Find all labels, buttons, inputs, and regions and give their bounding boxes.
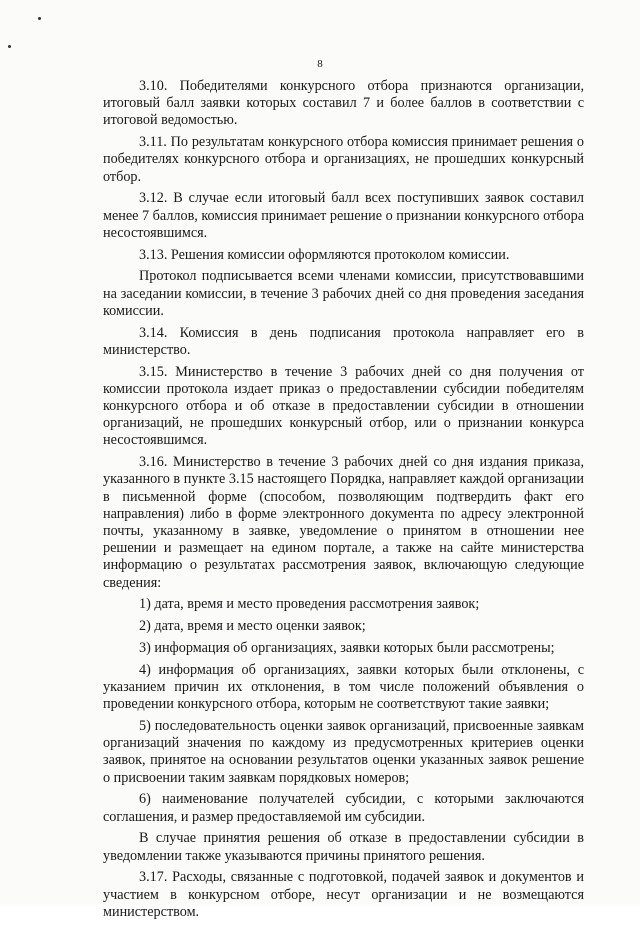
list-item-4: 4) информация об организациях, заявки которых были отклонены, с указанием причин их отклонения, в том числе положений объявления о проведении конкурсного отбора, которым не соответствуют такие заявки;: [103, 661, 584, 713]
paragraph-3-10: 3.10. Победителями конкурсного отбора признаются организации, итоговый балл заявки которых составил 7 и более баллов в соответствии с итоговой ведомостью.: [103, 78, 584, 129]
scan-speck: [38, 17, 41, 20]
paragraph-3-12: 3.12. В случае если итоговый балл всех поступивших заявок составил менее 7 баллов, комиссия принимает решение о признании конкурсного отбора несостоявшимся.: [103, 190, 584, 241]
paragraph-3-15: 3.15. Министерство в течение 3 рабочих дней со дня получения от комиссии протокола издает приказ о предоставлении субсидии победителям конкурсного отбора и об отказе в предоставлении субсидии в отношении организаций, не прошедших конкурсный отбор, или о признании конкурса несостоявшимся.: [103, 363, 584, 449]
paragraph-protocol: Протокол подписывается всеми членами комиссии, присутствовавшими на заседании комиссии, в течение 3 рабочих дней со дня проведения заседания комиссии.: [103, 268, 584, 319]
list-item-5: 5) последовательность оценки заявок организаций, присвоенные заявкам организаций значения по каждому из предусмотренных критериев оценки заявок, принятое на основании результатов оценки указанных заявок решение о присвоении таким заявкам порядковых номеров;: [103, 718, 584, 786]
paragraph-refusal: В случае принятия решения об отказе в предоставлении субсидии в уведомлении также указываются причины принятого решения.: [103, 830, 584, 864]
list-item-2: 2) дата, время и место оценки заявок;: [139, 618, 366, 635]
document-body: [103, 78, 584, 926]
paragraph-3-13: 3.13. Решения комиссии оформляются протоколом комиссии.: [139, 246, 510, 263]
list-item-1: 1) дата, время и место проведения рассмотрения заявок;: [139, 596, 480, 613]
paragraph-3-16: 3.16. Министерство в течение 3 рабочих дней со дня издания приказа, указанного в пункте 3.15 настоящего Порядка, направляет каждой организации в письменной форме (способом, позволяющим подтвердить факт его направления) либо в форме электронного документа по адресу электронной почты, указанному в заявке, уведомление о принятом в отношении нее решении и размещает на едином портале, а также на сайте министерства информацию о результатах рассмотрения заявок, включающую следующие сведения:: [103, 454, 584, 591]
paragraph-3-14: 3.14. Комиссия в день подписания протокола направляет его в министерство.: [103, 324, 584, 358]
list-item-3: 3) информация об организациях, заявки которых были рассмотрены;: [139, 640, 555, 657]
paragraph-3-11: 3.11. По результатам конкурсного отбора комиссия принимает решения о победителях конкурсного отбора и организациях, не прошедших конкурсный отбор.: [103, 134, 584, 185]
paragraph-3-17: 3.17. Расходы, связанные с подготовкой, подачей заявок и документов и участием в конкурсном отборе, несут организации и не возмещаются министерством.: [103, 869, 584, 920]
scan-speck: [8, 45, 11, 48]
list-item-6: 6) наименование получателей субсидии, с которыми заключаются соглашения, и размер предоставляемой им субсидии.: [103, 791, 584, 825]
page-number: 8: [317, 58, 323, 70]
